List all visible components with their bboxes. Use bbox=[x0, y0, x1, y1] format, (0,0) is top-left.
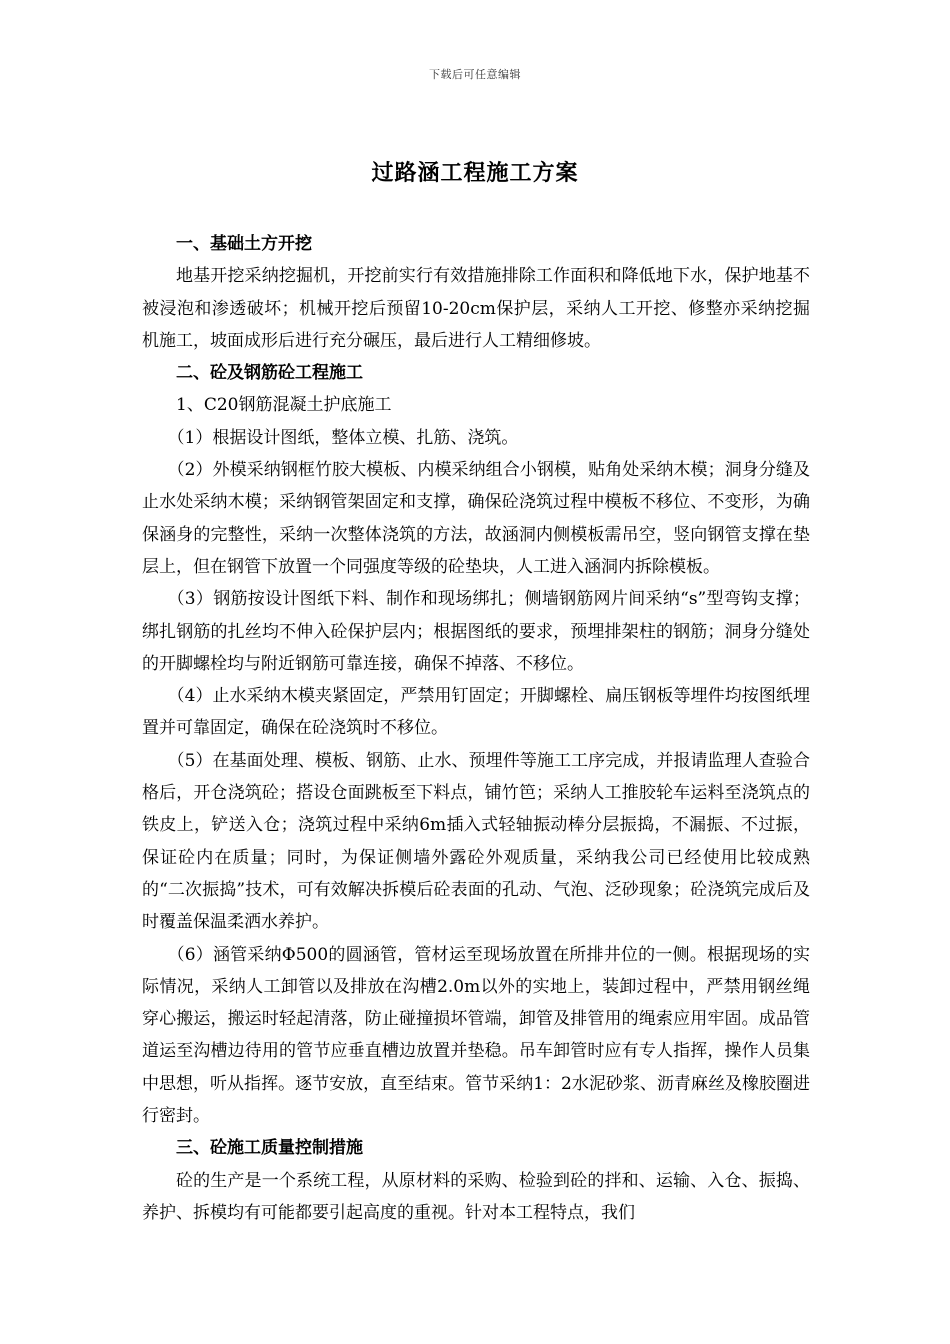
section-1-paragraph: 地基开挖采纳挖掘机，开挖前实行有效措施排除工作面积和降低地下水，保护地基不被浸泡和渗透破坏；机械开挖后预留10-20cm保护层，采纳人工开挖、修整亦采纳挖掘机施工，坡面成形后进行充分碾压，最后进行人工精细修坡。 bbox=[142, 266, 810, 351]
section-heading-1: 一、基础土方开挖 bbox=[176, 234, 312, 254]
section-2-item-1: （1）根据设计图纸，整体立模、扎筋、浇筑。 bbox=[167, 427, 519, 448]
section-heading-3: 三、砼施工质量控制措施 bbox=[176, 1138, 363, 1159]
section-3-paragraph: 砼的生产是一个系统工程，从原材料的采购、检验到砼的拌和、运输、入仓、振捣、养护、拆模均有可能都要引起高度的重视。针对本工程特点，我们 bbox=[142, 1170, 810, 1223]
document-title: 过路涵工程施工方案 bbox=[371, 160, 579, 186]
document-body bbox=[142, 228, 810, 1229]
section-2-item-5: （5）在基面处理、模板、钢筋、止水、预埋件等施工工序完成，并报请监理人查验合格后，开仓浇筑砼；搭设仓面跳板至下料点，铺竹笆；采纳人工推胶轮车运料至浇筑点的铁皮上，铲送入仓；浇筑过程中采纳6m插入式轻轴振动棒分层振捣，不漏振、不过振，保证砼内在质量；同时，为保证侧墙外露砼外观质量，采纳我公司已经使用比较成熟的“二次振捣”技术，可有效解决拆模后砼表面的孔动、气泡、泛砂现象；砼浇筑完成后及时覆盖保温柔洒水养护。 bbox=[142, 750, 810, 933]
section-heading-2: 二、砼及钢筋砼工程施工 bbox=[176, 363, 363, 384]
section-2-item-3: （3）钢筋按设计图纸下料、制作和现场绑扎；侧墙钢筋网片间采纳“s”型弯钩支撑；绑扎钢筋的扎丝均不伸入砼保护层内；根据图纸的要求，预埋排架柱的钢筋；洞身分缝处的开脚螺栓均与附近钢筋可靠连接，确保不掉落、不移位。 bbox=[142, 589, 810, 674]
section-2-item-2: （2）外模采纳钢框竹胶大模板、内模采纳组合小钢模，贴角处采纳木模；洞身分缝及止水处采纳木模；采纳钢管架固定和支撑，确保砼浇筑过程中模板不移位、不变形，为确保涵身的完整性，采纳一次整体浇筑的方法，故涵洞内侧模板需吊空，竖向钢管支撑在垫层上，但在钢管下放置一个同强度等级的砼垫块，人工进入涵洞内拆除模板。 bbox=[142, 460, 810, 577]
section-2-item-6: （6）涵管采纳Φ500的圆涵管，管材运至现场放置在所排井位的一侧。根据现场的实际情况，采纳人工卸管以及排放在沟槽2.0m以外的实地上，装卸过程中，严禁用钢丝绳穿心搬运，搬运时轻起清落，防止碰撞损坏管端，卸管及排管用的绳索应用牢固。成品管道运至沟槽边待用的管节应垂直槽边放置并垫稳。吊车卸管时应有专人指挥，操作人员集中思想，听从指挥。逐节安放，直至结束。管节采纳1：2水泥砂浆、沥青麻丝及橡胶圈进行密封。 bbox=[142, 944, 810, 1127]
section-2-subheading: 1、C20钢筋混凝土护底施工 bbox=[176, 395, 392, 416]
header-note: 下载后可任意编辑 bbox=[429, 68, 521, 81]
section-2-item-4: （4）止水采纳木模夹紧固定，严禁用钉固定；开脚螺栓、扁压钢板等埋件均按图纸埋置并可靠固定，确保在砼浇筑时不移位。 bbox=[142, 686, 810, 739]
